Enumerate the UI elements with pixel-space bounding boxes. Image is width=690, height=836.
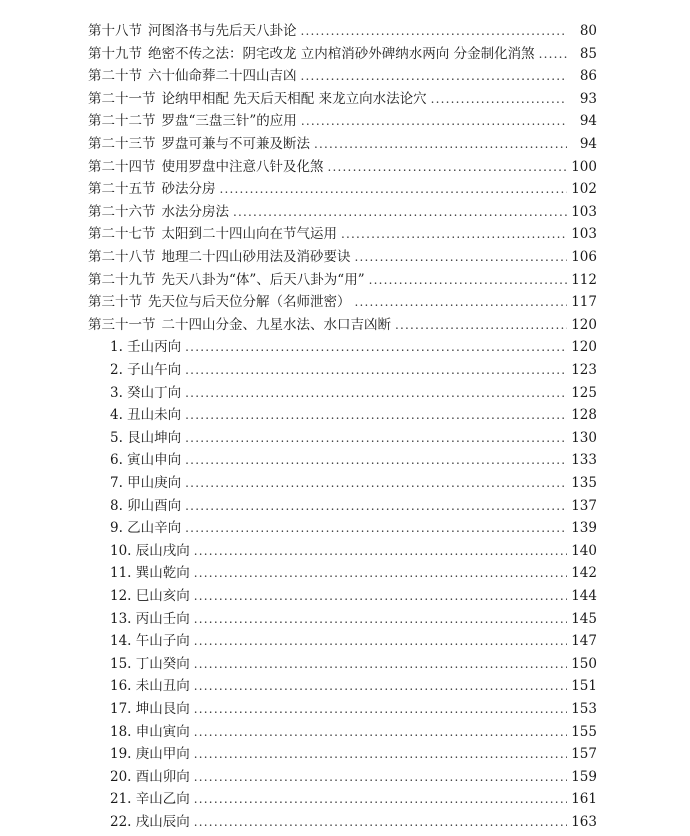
page-number: 103 — [571, 226, 597, 243]
page-number: 145 — [571, 610, 597, 627]
leader-dots — [328, 156, 568, 178]
section-number: 第二十二节 — [88, 113, 156, 130]
toc-subsection-entry[interactable] — [110, 585, 597, 607]
leader-dots — [301, 110, 567, 132]
subsection-title: 9. 乙山辛向 — [110, 520, 182, 537]
page-number: 93 — [579, 90, 597, 107]
leader-dots — [194, 811, 567, 833]
page-number: 123 — [571, 362, 597, 378]
section-number: 第十八节 — [88, 23, 142, 39]
leader-dots — [194, 788, 567, 810]
toc-subsection-entry[interactable] — [110, 698, 597, 720]
page-number: 103 — [571, 203, 597, 220]
section-title: 罗盘“三盘三针”的应用 — [161, 113, 297, 130]
section-title: 先天位与后天位分解（名师泄密） — [148, 294, 351, 311]
toc-subsection-entry[interactable] — [110, 517, 597, 539]
leader-dots — [185, 359, 567, 381]
section-title: 先天八卦为“体”、后天八卦为“用” — [161, 271, 365, 288]
leader-dots — [355, 246, 568, 268]
section-number: 第二十七节 — [88, 226, 156, 243]
section-number: 第十九节 — [88, 45, 142, 62]
section-number: 第二十节 — [88, 68, 142, 85]
toc-subsection-entry[interactable] — [110, 540, 597, 562]
subsection-title: 5. 艮山坤向 — [110, 429, 182, 446]
leader-dots — [341, 223, 567, 245]
toc-section-entry[interactable] — [88, 269, 597, 291]
leader-dots — [194, 653, 567, 675]
leader-dots — [185, 382, 567, 404]
subsection-title: 12. 巳山亥向 — [110, 588, 190, 604]
page-number: 85 — [579, 45, 597, 62]
subsection-title: 15. 丁山癸向 — [110, 655, 190, 672]
leader-dots — [539, 43, 567, 65]
leader-dots — [369, 269, 567, 291]
toc-section-entry[interactable] — [88, 314, 597, 336]
section-title: 水法分房法 — [161, 203, 229, 220]
section-number: 第二十一节 — [88, 90, 156, 107]
leader-dots — [185, 472, 567, 494]
toc-subsection-entry[interactable] — [110, 811, 597, 833]
leader-dots — [355, 291, 568, 313]
section-title: 二十四山分金、九星水法、水口吉凶断 — [161, 316, 391, 333]
section-number: 第二十九节 — [88, 271, 156, 288]
subsection-title: 1. 壬山丙向 — [110, 339, 182, 356]
page-number: 106 — [571, 249, 597, 265]
page-number: 112 — [571, 271, 597, 288]
leader-dots — [194, 585, 567, 607]
page-number: 151 — [571, 678, 597, 695]
toc-section-entry[interactable] — [88, 178, 597, 200]
toc-subsection-entry[interactable] — [110, 404, 597, 426]
toc-subsection-entry[interactable] — [110, 675, 597, 697]
page-number: 86 — [579, 68, 597, 85]
leader-dots — [301, 20, 568, 42]
subsection-title: 19. 庚山甲向 — [110, 746, 190, 763]
toc-subsection-entry[interactable] — [110, 495, 597, 517]
toc-section-entry[interactable] — [88, 110, 597, 132]
page-number: 130 — [571, 429, 597, 446]
leader-dots — [185, 404, 567, 426]
page-number: 147 — [571, 633, 597, 650]
subsection-title: 13. 丙山壬向 — [110, 610, 190, 627]
section-title: 论纳甲相配 先天后天相配 来龙立向水法论穴 — [161, 90, 427, 107]
subsection-title: 11. 巽山乾向 — [110, 565, 190, 582]
page-number: 125 — [571, 384, 597, 401]
section-title: 罗盘可兼与不可兼及断法 — [161, 136, 310, 152]
page-number: 100 — [571, 158, 597, 175]
page-number: 102 — [571, 181, 597, 198]
toc-subsection-entry[interactable] — [110, 766, 597, 788]
leader-dots — [194, 766, 567, 788]
section-title: 绝密不传之法：阴宅改龙 立内棺消砂外碑纳水两向 分金制化消煞 — [148, 45, 535, 62]
page-number: 133 — [571, 452, 597, 469]
page-number: 140 — [571, 542, 597, 559]
section-number: 第三十一节 — [88, 316, 156, 333]
leader-dots — [314, 133, 567, 155]
toc-subsection-entry[interactable] — [110, 427, 597, 449]
page-number: 80 — [579, 23, 597, 39]
leader-dots — [194, 540, 567, 562]
page-number: 117 — [571, 294, 597, 311]
subsection-title: 2. 子山午向 — [110, 362, 182, 378]
toc-section-entry[interactable] — [88, 156, 597, 178]
subsection-title: 18. 申山寅向 — [110, 723, 190, 740]
subsection-title: 20. 酉山卯向 — [110, 768, 190, 785]
section-title: 河图洛书与先后天八卦论 — [148, 23, 297, 39]
page-number: 144 — [571, 588, 597, 604]
page-number: 120 — [571, 316, 597, 333]
toc-subsection-entry[interactable] — [110, 449, 597, 471]
page-number: 120 — [571, 339, 597, 356]
subsection-title: 6. 寅山申向 — [110, 452, 182, 469]
section-title: 地理二十四山砂用法及消砂要诀 — [161, 249, 351, 265]
subsection-title: 14. 午山子向 — [110, 633, 190, 650]
toc-section-entry[interactable] — [88, 20, 597, 42]
toc-section-entry[interactable] — [88, 246, 597, 268]
page-number: 157 — [571, 746, 597, 763]
subsection-title: 8. 卯山酉向 — [110, 497, 182, 514]
toc-section-entry[interactable] — [88, 291, 597, 313]
page-number: 94 — [579, 113, 597, 130]
toc-section-entry[interactable] — [88, 88, 597, 110]
toc-subsection-entry[interactable] — [110, 359, 597, 381]
section-number: 第三十节 — [88, 294, 142, 311]
page-number: 159 — [571, 768, 597, 785]
toc-subsection-entry[interactable] — [110, 721, 597, 743]
toc-subsection-entry[interactable] — [110, 743, 597, 765]
toc-section-entry[interactable] — [88, 133, 597, 155]
leader-dots — [194, 743, 567, 765]
section-number: 第二十四节 — [88, 158, 156, 175]
leader-dots — [194, 698, 567, 720]
toc-subsection-entry[interactable] — [110, 336, 597, 358]
page-number: 142 — [571, 565, 597, 582]
section-title: 六十仙命葬二十四山吉凶 — [148, 68, 297, 85]
page-number: 155 — [571, 723, 597, 740]
subsection-title: 10. 辰山戌向 — [110, 542, 190, 559]
section-number: 第二十三节 — [88, 136, 156, 152]
toc-subsection-entry[interactable] — [110, 788, 597, 810]
page-number: 153 — [571, 701, 597, 717]
subsection-title: 17. 坤山艮向 — [110, 701, 190, 717]
leader-dots — [220, 178, 568, 200]
toc-section-entry[interactable] — [88, 201, 597, 223]
leader-dots — [194, 630, 567, 652]
page-number: 161 — [571, 791, 597, 808]
leader-dots — [185, 517, 567, 539]
toc-subsection-entry[interactable] — [110, 562, 597, 584]
leader-dots — [194, 608, 567, 630]
leader-dots — [194, 562, 567, 584]
subsection-title: 22. 戌山辰向 — [110, 814, 190, 830]
toc-subsection-entry[interactable] — [110, 653, 597, 675]
leader-dots — [194, 675, 567, 697]
subsection-title: 21. 辛山乙向 — [110, 791, 190, 808]
subsection-title: 16. 未山丑向 — [110, 678, 190, 695]
leader-dots — [185, 336, 567, 358]
leader-dots — [431, 88, 567, 110]
leader-dots — [233, 201, 567, 223]
section-title: 砂法分房 — [161, 181, 216, 198]
toc-section-entry[interactable] — [88, 65, 597, 87]
subsection-title: 4. 丑山未向 — [110, 407, 182, 424]
leader-dots — [185, 449, 567, 471]
leader-dots — [185, 495, 567, 517]
toc-section-entry[interactable] — [88, 43, 597, 65]
section-title: 使用罗盘中注意八针及化煞 — [161, 158, 324, 175]
leader-dots — [194, 721, 567, 743]
page-number: 163 — [571, 814, 597, 830]
section-number: 第二十五节 — [88, 181, 156, 198]
section-number: 第二十六节 — [88, 203, 156, 220]
section-number: 第二十八节 — [88, 249, 156, 265]
toc-subsection-entry[interactable] — [110, 608, 597, 630]
toc-subsection-entry[interactable] — [110, 472, 597, 494]
page-number: 150 — [571, 655, 597, 672]
leader-dots — [395, 314, 567, 336]
subsection-title: 3. 癸山丁向 — [110, 384, 182, 401]
toc-subsection-entry[interactable] — [110, 382, 597, 404]
page-number: 135 — [571, 475, 597, 491]
section-title: 太阳到二十四山向在节气运用 — [161, 226, 337, 243]
page-number: 94 — [579, 136, 597, 152]
page-number: 128 — [571, 407, 597, 424]
page-number: 139 — [571, 520, 597, 537]
toc-section-entry[interactable] — [88, 223, 597, 245]
subsection-title: 7. 甲山庚向 — [110, 475, 182, 491]
leader-dots — [301, 65, 568, 87]
page-number: 137 — [571, 497, 597, 514]
toc-subsection-entry[interactable] — [110, 630, 597, 652]
leader-dots — [185, 427, 567, 449]
